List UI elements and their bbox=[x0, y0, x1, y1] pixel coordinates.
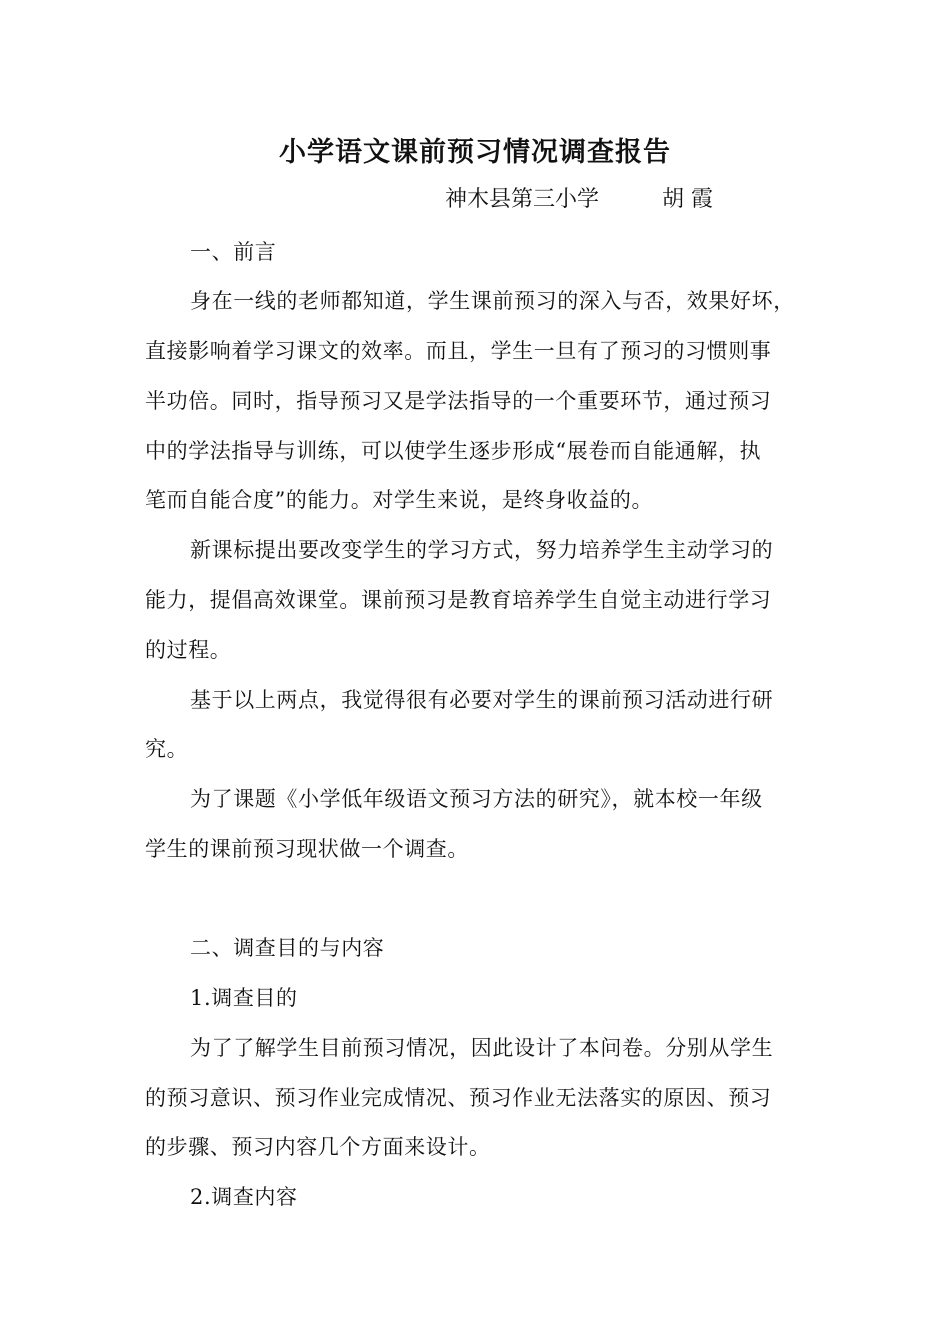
paragraph-line: 究。 bbox=[145, 737, 189, 761]
paragraph-line: 直接影响着学习课文的效率。而且，学生一旦有了预习的习惯则事 bbox=[145, 339, 772, 363]
paragraph-line: 半功倍。同时，指导预习又是学法指导的一个重要环节，通过预习 bbox=[145, 389, 772, 413]
paragraph-line: 基于以上两点，我觉得很有必要对学生的课前预习活动进行研 bbox=[190, 688, 774, 712]
subheading-purpose: 1.调查目的 bbox=[190, 986, 298, 1010]
paragraph-line: 的预习意识、预习作业完成情况、预习作业无法落实的原因、预习 bbox=[145, 1086, 772, 1110]
heading-preface: 一、前言 bbox=[190, 240, 277, 264]
paragraph-line: 学生的课前预习现状做一个调查。 bbox=[145, 837, 469, 861]
paragraph-line: 中的学法指导与训练，可以使学生逐步形成“展卷而自能通解，执 bbox=[145, 439, 762, 463]
subheading-content: 2.调查内容 bbox=[190, 1185, 298, 1209]
school-name: 神木县第三小学 bbox=[445, 187, 600, 212]
heading-purpose-content: 二、调查目的与内容 bbox=[190, 936, 385, 960]
paragraph-line: 新课标提出要改变学生的学习方式，努力培养学生主动学习的 bbox=[190, 538, 774, 562]
paragraph-line: 的过程。 bbox=[145, 638, 232, 662]
byline bbox=[445, 182, 713, 218]
report-title: 小学语文课前预习情况调查报告 bbox=[279, 137, 671, 168]
paragraph-line: 为了了解学生目前预习情况，因此设计了本问卷。分别从学生 bbox=[190, 1036, 774, 1060]
paragraph-line: 的步骤、预习内容几个方面来设计。 bbox=[145, 1135, 491, 1159]
author-name: 胡 霞 bbox=[661, 187, 713, 212]
paragraph-line: 笔而自能合度”的能力。对学生来说，是终身收益的。 bbox=[145, 488, 654, 512]
paragraph-line: 为了课题《小学低年级语文预习方法的研究》，就本校一年级 bbox=[190, 787, 763, 811]
paragraph-line: 能力，提倡高效课堂。课前预习是教育培养学生自觉主动进行学习 bbox=[145, 588, 772, 612]
paragraph-line: 身在一线的老师都知道，学生课前预习的深入与否，效果好坏， bbox=[190, 289, 795, 313]
